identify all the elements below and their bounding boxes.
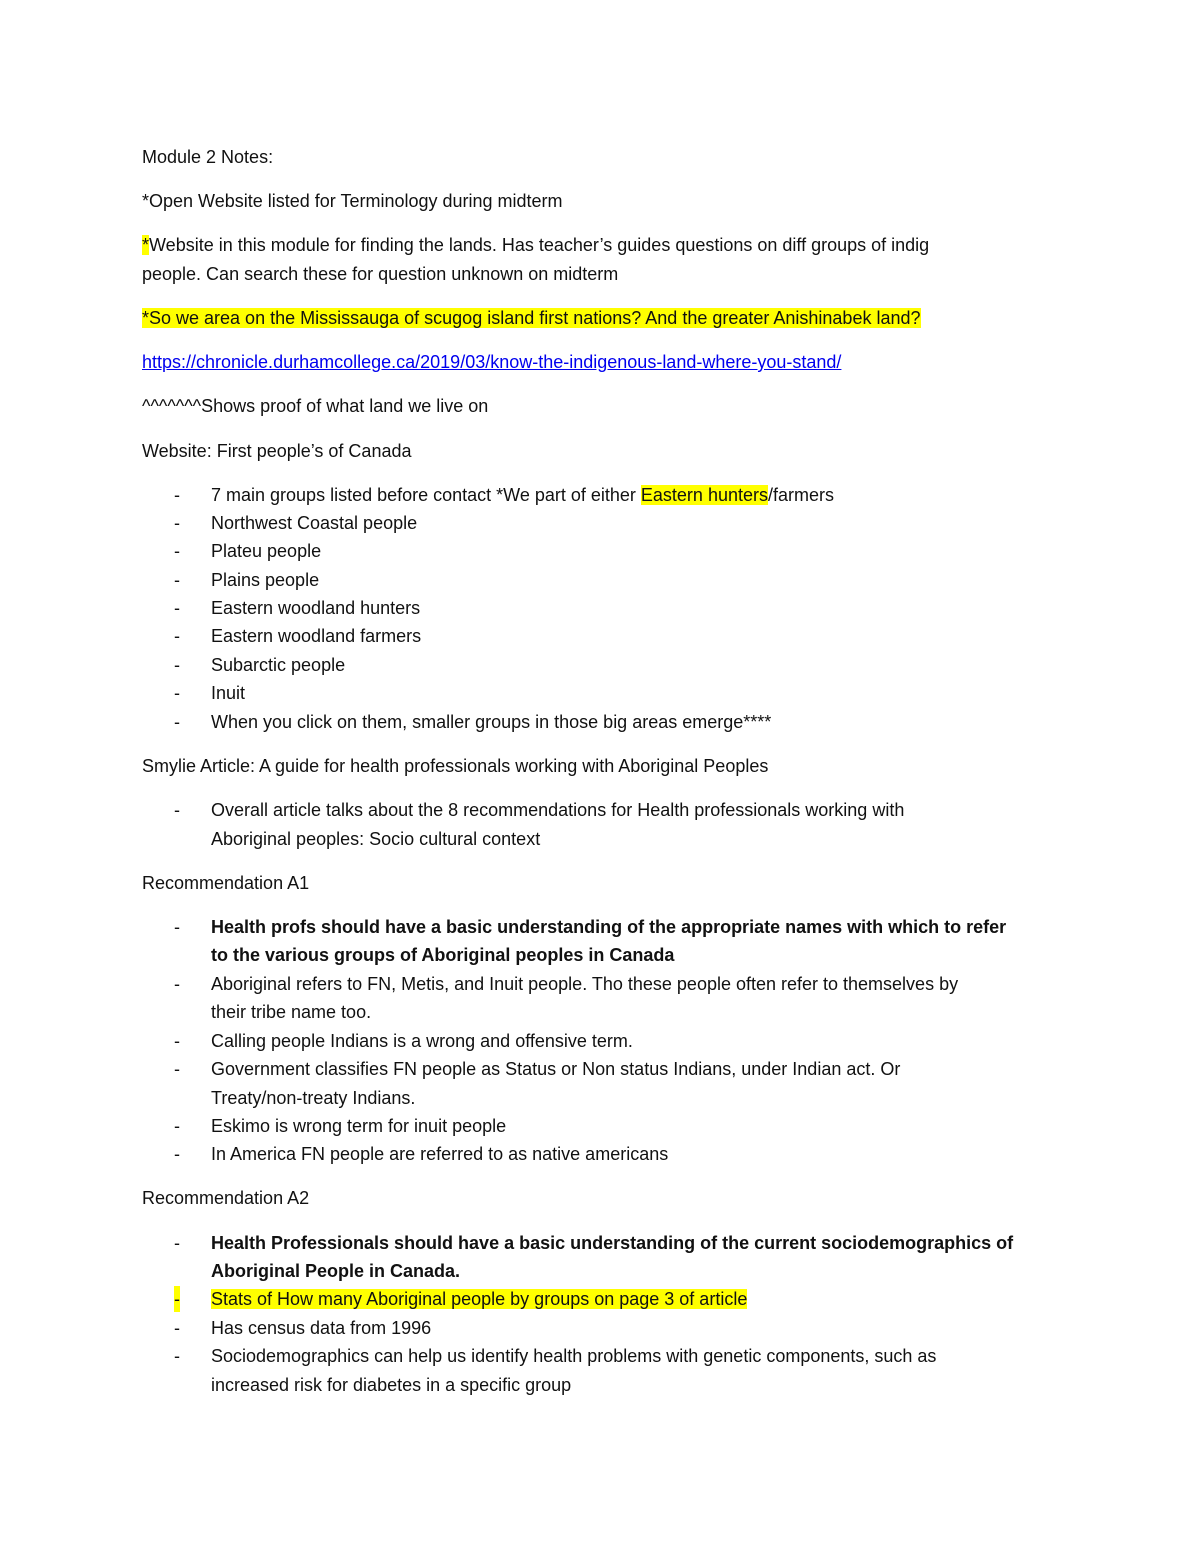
list-dash: - xyxy=(174,683,180,703)
a1-bullet-5: Eskimo is wrong term for inuit people xyxy=(211,1116,507,1136)
group-intro-text: 7 main groups listed before contact *We part of either xyxy=(211,485,641,505)
paragraph-website-lands-line2: people. Can search these for question unknown on midterm xyxy=(142,264,619,284)
paragraph-website-lands xyxy=(142,232,929,258)
a2-bullet-4-line1: Sociodemographics can help us identify health problems with genetic components, such as xyxy=(211,1346,937,1366)
recommendation-a1-heading: Recommendation A1 xyxy=(142,873,310,893)
list-dash: - xyxy=(174,570,180,590)
a1-bullet-4-line2: Treaty/non-treaty Indians. xyxy=(211,1088,416,1108)
list-dash: - xyxy=(174,626,180,646)
highlighted-question: *So we area on the Mississauga of scugog island first nations? And the greater Anishinabek land? xyxy=(142,308,921,328)
a1-bullet-6: In America FN people are referred to as native americans xyxy=(211,1144,669,1164)
website-heading: Website: First people’s of Canada xyxy=(142,441,412,461)
list-item: Northwest Coastal people xyxy=(211,513,418,533)
a2-bullet-2 xyxy=(211,1286,747,1312)
list-item: Eastern woodland farmers xyxy=(211,626,422,646)
a1-bullet-4-line1: Government classifies FN people as Status or Non status Indians, under Indian act. Or xyxy=(211,1059,901,1079)
a1-bullet-2-line1: Aboriginal refers to FN, Metis, and Inuit people. Tho these people often refer to themselves by xyxy=(211,974,959,994)
list-dash: - xyxy=(174,1031,180,1051)
smylie-item-line2: Aboriginal peoples: Socio cultural context xyxy=(211,829,541,849)
list-dash: - xyxy=(174,1144,180,1164)
a1-bullet-2-line2: their tribe name too. xyxy=(211,1002,372,1022)
paragraph-terminology: *Open Website listed for Terminology during midterm xyxy=(142,191,563,211)
list-dash: - xyxy=(174,1346,180,1366)
list-item: When you click on them, smaller groups in those big areas emerge**** xyxy=(211,712,772,732)
paragraph-mississauga xyxy=(142,305,921,331)
highlighted-asterisk: * xyxy=(142,235,150,255)
list-item: Subarctic people xyxy=(211,655,346,675)
list-dash: - xyxy=(174,917,180,937)
list-dash: - xyxy=(174,800,180,820)
list-dash: - xyxy=(174,541,180,561)
list-dash: - xyxy=(174,1059,180,1079)
paragraph-website-lands-line1: Website in this module for finding the lands. Has teacher’s guides questions on diff groups of indig xyxy=(149,235,930,255)
a2-bullet-1-line2: Aboriginal People in Canada. xyxy=(211,1261,461,1281)
recommendation-a2-heading: Recommendation A2 xyxy=(142,1188,310,1208)
a1-bullet-3: Calling people Indians is a wrong and offensive term. xyxy=(211,1031,633,1051)
smylie-item-line1: Overall article talks about the 8 recommendations for Health professionals working with xyxy=(211,800,905,820)
list-dash-highlighted: - xyxy=(174,1286,180,1312)
list-dash: - xyxy=(174,655,180,675)
list-dash: - xyxy=(174,974,180,994)
a1-bullet-1-line2: to the various groups of Aboriginal peoples in Canada xyxy=(211,945,675,965)
highlighted-eastern-hunters: Eastern hunters xyxy=(640,485,768,505)
list-dash: - xyxy=(174,1116,180,1136)
list-dash: - xyxy=(174,1318,180,1338)
list-item xyxy=(211,482,834,508)
page-title: Module 2 Notes: xyxy=(142,147,274,167)
list-item: Plateu people xyxy=(211,541,322,561)
a2-bullet-1-line1: Health Professionals should have a basic understanding of the current sociodemographics of xyxy=(211,1233,1014,1253)
paragraph-proof: ^^^^^^^Shows proof of what land we live on xyxy=(142,396,489,416)
list-item: Eastern woodland hunters xyxy=(211,598,421,618)
list-dash: - xyxy=(174,712,180,732)
chronicle-link[interactable] xyxy=(142,349,841,375)
smylie-heading: Smylie Article: A guide for health professionals working with Aboriginal Peoples xyxy=(142,756,769,776)
list-item: Plains people xyxy=(211,570,320,590)
a2-bullet-4-line2: increased risk for diabetes in a specific group xyxy=(211,1375,572,1395)
a2-bullet-3: Has census data from 1996 xyxy=(211,1318,432,1338)
list-item: Inuit xyxy=(211,683,246,703)
list-dash: - xyxy=(174,513,180,533)
list-dash: - xyxy=(174,1233,180,1253)
list-dash: - xyxy=(174,598,180,618)
a1-bullet-1-line1: Health profs should have a basic understanding of the appropriate names with which to refer xyxy=(211,917,1007,937)
highlighted-stats: Stats of How many Aboriginal people by groups on page 3 of article xyxy=(211,1289,748,1309)
group-intro-suffix: /farmers xyxy=(767,485,834,505)
chronicle-link-text[interactable]: https://chronicle.durhamcollege.ca/2019/03/know-the-indigenous-land-where-you-stand/ xyxy=(142,352,842,372)
list-dash: - xyxy=(174,485,180,505)
